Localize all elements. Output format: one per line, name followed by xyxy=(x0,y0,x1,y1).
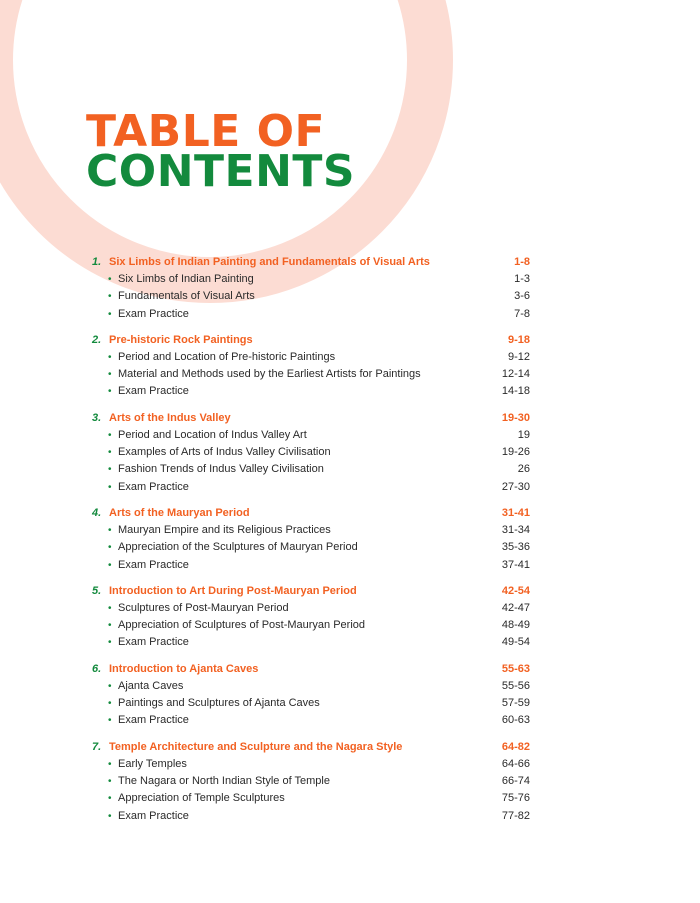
chapter-title: Introduction to Ajanta Caves xyxy=(109,662,259,675)
toc-entry[interactable] xyxy=(92,541,530,558)
entry-title: Exam Practice xyxy=(118,480,189,493)
bullet-icon: • xyxy=(108,308,112,320)
entry-pages: 49-54 xyxy=(501,636,530,649)
entry-pages: 12-14 xyxy=(501,368,530,381)
entry-pages: 57-59 xyxy=(501,697,530,710)
bullet-icon: • xyxy=(108,758,112,770)
bullet-icon: • xyxy=(108,524,112,536)
chapter-heading[interactable] xyxy=(92,585,530,602)
chapter-number: 6. xyxy=(92,662,102,675)
chapter-title: Arts of the Indus Valley xyxy=(109,411,231,424)
toc-entry[interactable] xyxy=(92,775,530,792)
bullet-icon: • xyxy=(108,637,112,649)
chapter-6 xyxy=(92,663,530,732)
chapter-title: Introduction to Art During Post-Mauryan Period xyxy=(109,584,357,597)
entry-pages: 3-6 xyxy=(514,290,530,303)
chapter-heading[interactable] xyxy=(92,412,530,429)
toc-entry[interactable] xyxy=(92,792,530,809)
entry-title: Early Temples xyxy=(118,757,187,770)
toc-entry[interactable] xyxy=(92,619,530,636)
chapter-4 xyxy=(92,507,530,576)
toc-entry[interactable] xyxy=(92,290,530,307)
bullet-icon: • xyxy=(108,602,112,614)
bullet-icon: • xyxy=(108,542,112,554)
chapter-pages: 55-63 xyxy=(501,662,530,675)
toc-entry[interactable] xyxy=(92,636,530,653)
entry-title: Paintings and Sculptures of Ajanta Caves xyxy=(118,697,320,710)
bullet-icon: • xyxy=(108,810,112,822)
toc-entry[interactable] xyxy=(92,308,530,325)
entry-title: Ajanta Caves xyxy=(118,679,184,692)
chapter-title: Pre-historic Rock Paintings xyxy=(109,333,253,346)
toc-entry[interactable] xyxy=(92,446,530,463)
toc-entry[interactable] xyxy=(92,481,530,498)
entry-pages: 7-8 xyxy=(514,307,530,320)
entry-title: Exam Practice xyxy=(118,714,189,727)
entry-title: Exam Practice xyxy=(118,558,189,571)
toc-entry[interactable] xyxy=(92,559,530,576)
entry-pages: 26 xyxy=(517,463,530,476)
toc-entry[interactable] xyxy=(92,368,530,385)
entry-title: Period and Location of Indus Valley Art xyxy=(118,428,307,441)
entry-pages: 27-30 xyxy=(501,480,530,493)
title-line-1: TABLE OF xyxy=(86,106,326,157)
entry-pages: 55-56 xyxy=(501,679,530,692)
bullet-icon: • xyxy=(108,793,112,805)
entry-pages: 35-36 xyxy=(501,541,530,554)
chapter-heading[interactable] xyxy=(92,507,530,524)
page-title xyxy=(86,106,356,197)
chapter-number: 2. xyxy=(92,333,102,346)
bullet-icon: • xyxy=(108,429,112,441)
entry-pages: 60-63 xyxy=(501,714,530,727)
bullet-icon: • xyxy=(108,464,112,476)
entry-title: Appreciation of Sculptures of Post-Mauryan Period xyxy=(118,619,366,632)
entry-title: Exam Practice xyxy=(118,636,189,649)
entry-title: Six Limbs of Indian Painting xyxy=(118,273,254,285)
chapter-number: 3. xyxy=(92,411,102,424)
chapter-2 xyxy=(92,334,530,403)
bullet-icon: • xyxy=(108,351,112,363)
entry-title: Fundamentals of Visual Arts xyxy=(118,290,255,303)
bullet-icon: • xyxy=(108,620,112,632)
bullet-icon: • xyxy=(108,447,112,459)
bullet-icon: • xyxy=(108,775,112,787)
chapter-pages: 19-30 xyxy=(501,411,530,424)
toc-entry[interactable] xyxy=(92,810,530,827)
bullet-icon: • xyxy=(108,274,112,285)
bullet-icon: • xyxy=(108,715,112,727)
entry-pages: 31-34 xyxy=(501,523,530,536)
chapter-heading[interactable] xyxy=(92,663,530,680)
chapter-heading[interactable] xyxy=(92,256,530,273)
toc-entry[interactable] xyxy=(92,273,530,290)
entry-title: Fashion Trends of Indus Valley Civilisation xyxy=(118,463,324,476)
chapter-pages: 64-82 xyxy=(501,740,530,753)
chapter-pages: 31-41 xyxy=(501,506,530,519)
entry-pages: 77-82 xyxy=(501,809,530,822)
entry-title: Period and Location of Pre-historic Paintings xyxy=(118,350,336,363)
entry-pages: 75-76 xyxy=(501,792,530,805)
toc-entry[interactable] xyxy=(92,429,530,446)
chapter-3 xyxy=(92,412,530,498)
entry-title: Material and Methods used by the Earliest Artists for Paintings xyxy=(118,368,421,381)
bullet-icon: • xyxy=(108,481,112,493)
title-line-2: CONTENTS xyxy=(86,146,356,197)
bullet-icon: • xyxy=(108,386,112,398)
chapter-title: Arts of the Mauryan Period xyxy=(109,506,250,519)
chapter-heading[interactable] xyxy=(92,334,530,351)
chapter-7 xyxy=(92,741,530,827)
toc-entry[interactable] xyxy=(92,351,530,368)
entry-pages: 19 xyxy=(517,428,530,441)
bullet-icon: • xyxy=(108,698,112,710)
entry-title: Examples of Arts of Indus Valley Civilisation xyxy=(118,446,331,459)
chapter-number: 4. xyxy=(92,506,102,519)
bullet-icon: • xyxy=(108,680,112,692)
chapter-number: 7. xyxy=(92,740,102,753)
entry-title: Exam Practice xyxy=(118,307,189,320)
toc-entry[interactable] xyxy=(92,758,530,775)
toc-entry[interactable] xyxy=(92,680,530,697)
bullet-icon: • xyxy=(108,369,112,381)
chapter-number: 1. xyxy=(92,256,102,268)
bullet-icon: • xyxy=(108,559,112,571)
entry-title: Appreciation of Temple Sculptures xyxy=(118,792,285,805)
chapter-title: Temple Architecture and Sculpture and the Nagara Style xyxy=(109,740,403,753)
entry-pages: 42-47 xyxy=(501,601,530,614)
entry-pages: 14-18 xyxy=(501,385,530,398)
chapter-number: 5. xyxy=(92,584,102,597)
chapter-1 xyxy=(92,256,530,325)
entry-pages: 37-41 xyxy=(501,558,530,571)
chapter-pages: 42-54 xyxy=(501,584,530,597)
entry-pages: 66-74 xyxy=(501,774,530,787)
table-of-contents xyxy=(92,256,530,836)
chapter-heading[interactable] xyxy=(92,741,530,758)
bullet-icon: • xyxy=(108,291,112,303)
chapter-pages: 1-8 xyxy=(514,256,530,268)
entry-title: Mauryan Empire and its Religious Practices xyxy=(118,523,331,536)
entry-title: Exam Practice xyxy=(118,385,189,398)
toc-entry[interactable] xyxy=(92,385,530,402)
chapter-pages: 9-18 xyxy=(507,333,530,346)
entry-pages: 48-49 xyxy=(501,619,530,632)
entry-title: Sculptures of Post-Mauryan Period xyxy=(118,601,289,614)
entry-title: The Nagara or North Indian Style of Temple xyxy=(118,774,330,787)
chapter-5 xyxy=(92,585,530,654)
toc-entry[interactable] xyxy=(92,602,530,619)
entry-title: Exam Practice xyxy=(118,809,189,822)
toc-entry[interactable] xyxy=(92,463,530,480)
entry-pages: 9-12 xyxy=(507,350,530,363)
entry-pages: 64-66 xyxy=(501,757,530,770)
toc-entry[interactable] xyxy=(92,524,530,541)
entry-pages: 19-26 xyxy=(501,446,530,459)
entry-pages: 1-3 xyxy=(514,273,530,285)
chapter-title: Six Limbs of Indian Painting and Fundamentals of Visual Arts xyxy=(109,256,430,268)
entry-title: Appreciation of the Sculptures of Mauryan Period xyxy=(118,541,358,554)
toc-entry[interactable] xyxy=(92,714,530,731)
toc-entry[interactable] xyxy=(92,697,530,714)
